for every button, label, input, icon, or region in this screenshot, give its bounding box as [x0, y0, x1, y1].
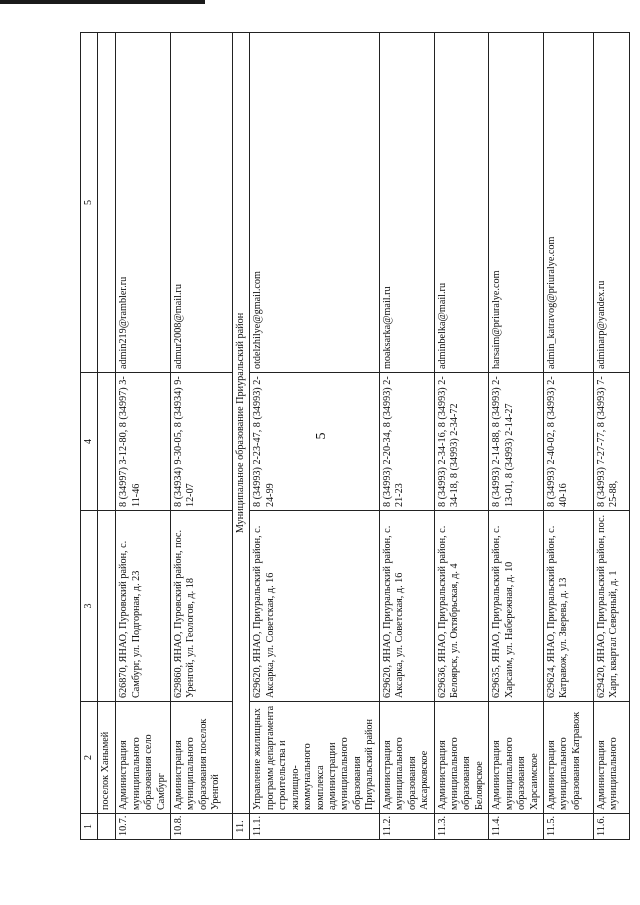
section-row: [232, 33, 249, 840]
phone-cell: 8 (34997) 3-12-80, 8 (34997) 3-11-46: [116, 373, 171, 511]
phone-cell: [98, 373, 116, 511]
name-cell: Администрация муниципального образования Катравож: [544, 702, 594, 814]
table-row: [170, 33, 232, 840]
num-cell: 11.5.: [544, 814, 594, 840]
num-cell: 11.6.: [594, 814, 630, 840]
address-cell: [98, 511, 116, 702]
phone-cell: 8 (34993) 2-23-47, 8 (34993) 2-24-99: [250, 373, 379, 511]
name-cell: Администрация муниципального образования Аксарковское: [379, 702, 434, 814]
address-cell: 626870, ЯНАО, Пуровский район, с. Самбург, ул. Подгорная, д. 23: [116, 511, 171, 702]
table-body: [81, 33, 630, 840]
header-cell: 4: [81, 373, 98, 511]
phone-cell: 8 (34993) 7-27-77, 8 (34993) 7-25-88,: [594, 373, 630, 511]
table-row: [250, 33, 379, 840]
num-cell: 10.8.: [170, 814, 232, 840]
section-num-cell: 11.: [232, 814, 249, 840]
num-cell: 11.3.: [434, 814, 489, 840]
address-cell: 629420, ЯНАО, Приуральский район, пос. Харп, квартал Северный, д. 1: [594, 511, 630, 702]
num-cell: 11.4.: [489, 814, 544, 840]
phone-cell: 8 (34993) 2-34-16, 8 (34993) 2-34-18, 8 (34993) 2-34-72: [434, 373, 489, 511]
phone-cell: 8 (34993) 2-20-34, 8 (34993) 2-21-23: [379, 373, 434, 511]
address-cell: 629636, ЯНАО, Приуральский район, с. Белоярск, ул. Октябрьская, д. 4: [434, 511, 489, 702]
email-cell: adminbelka@mail.ru: [434, 33, 489, 373]
phone-cell: 8 (34993) 2-14-88, 8 (34993) 2-13-01, 8 (34993) 2-14-27: [489, 373, 544, 511]
name-cell: поселок Ханымей: [98, 702, 116, 814]
email-cell: [98, 33, 116, 373]
email-cell: admin_katravog@priuralye.com: [544, 33, 594, 373]
phone-cell: 8 (34993) 2-40-02, 8 (34993) 2-40-16: [544, 373, 594, 511]
email-cell: adminarp@yandex.ru: [594, 33, 630, 373]
header-cell: 5: [81, 33, 98, 373]
header-cell: 2: [81, 702, 98, 814]
name-cell: Администрация муниципального: [594, 702, 630, 814]
header-cell: 3: [81, 511, 98, 702]
table-row: [434, 33, 489, 840]
num-cell: 11.2.: [379, 814, 434, 840]
email-cell: harsaim@priuralye.com: [489, 33, 544, 373]
name-cell: Администрация муниципального образования поселок Уренгой: [170, 702, 232, 814]
address-cell: 629620, ЯНАО, Приуральский район, с. Аксарка, ул. Советская, д. 16: [379, 511, 434, 702]
num-cell: [98, 814, 116, 840]
continued-row: [98, 33, 116, 840]
table-row: [116, 33, 171, 840]
email-cell: admur2008@mail.ru: [170, 33, 232, 373]
email-cell: admin219@rambler.ru: [116, 33, 171, 373]
page-number: 5: [314, 432, 329, 440]
num-cell: 11.1.: [250, 814, 379, 840]
rotated-table-frame: [80, 33, 620, 840]
name-cell: Администрация муниципального образования село Самбург: [116, 702, 171, 814]
header-row: [81, 33, 98, 840]
table-row: [489, 33, 544, 840]
top-rule: [0, 0, 205, 4]
num-cell: 10.7.: [116, 814, 171, 840]
table-row: [544, 33, 594, 840]
address-cell: 629624, ЯНАО, Приуральский район, с. Катравож, ул. Зверева, д. 13: [544, 511, 594, 702]
email-cell: otdelzhilye@gmail.com: [250, 33, 379, 373]
name-cell: Управление жилищных программ департамента строительства и жилищно-коммунального комплекса администрации муниципального образования Приуральский район: [250, 702, 379, 814]
section-title-cell: Муниципальное образование Приуральский район: [232, 33, 249, 814]
address-cell: 629635, ЯНАО, Приуральский район, с. Харсаим, ул. Набережная, д. 10: [489, 511, 544, 702]
email-cell: moaksarka@mail.ru: [379, 33, 434, 373]
table-row: [594, 33, 630, 840]
table-row: [379, 33, 434, 840]
name-cell: Администрация муниципального образования Белоярское: [434, 702, 489, 814]
address-cell: 629620, ЯНАО, Приуральский район, с. Аксарка, ул. Советская, д. 16: [250, 511, 379, 702]
header-cell: 1: [81, 814, 98, 840]
phone-cell: 8 (34934) 9-30-05, 8 (34934) 9-12-07: [170, 373, 232, 511]
name-cell: Администрация муниципального образования Харсаимское: [489, 702, 544, 814]
contacts-table: [80, 32, 630, 840]
address-cell: 629860, ЯНАО, Пуровский район, пос. Уренгой, ул. Геологов, д. 18: [170, 511, 232, 702]
